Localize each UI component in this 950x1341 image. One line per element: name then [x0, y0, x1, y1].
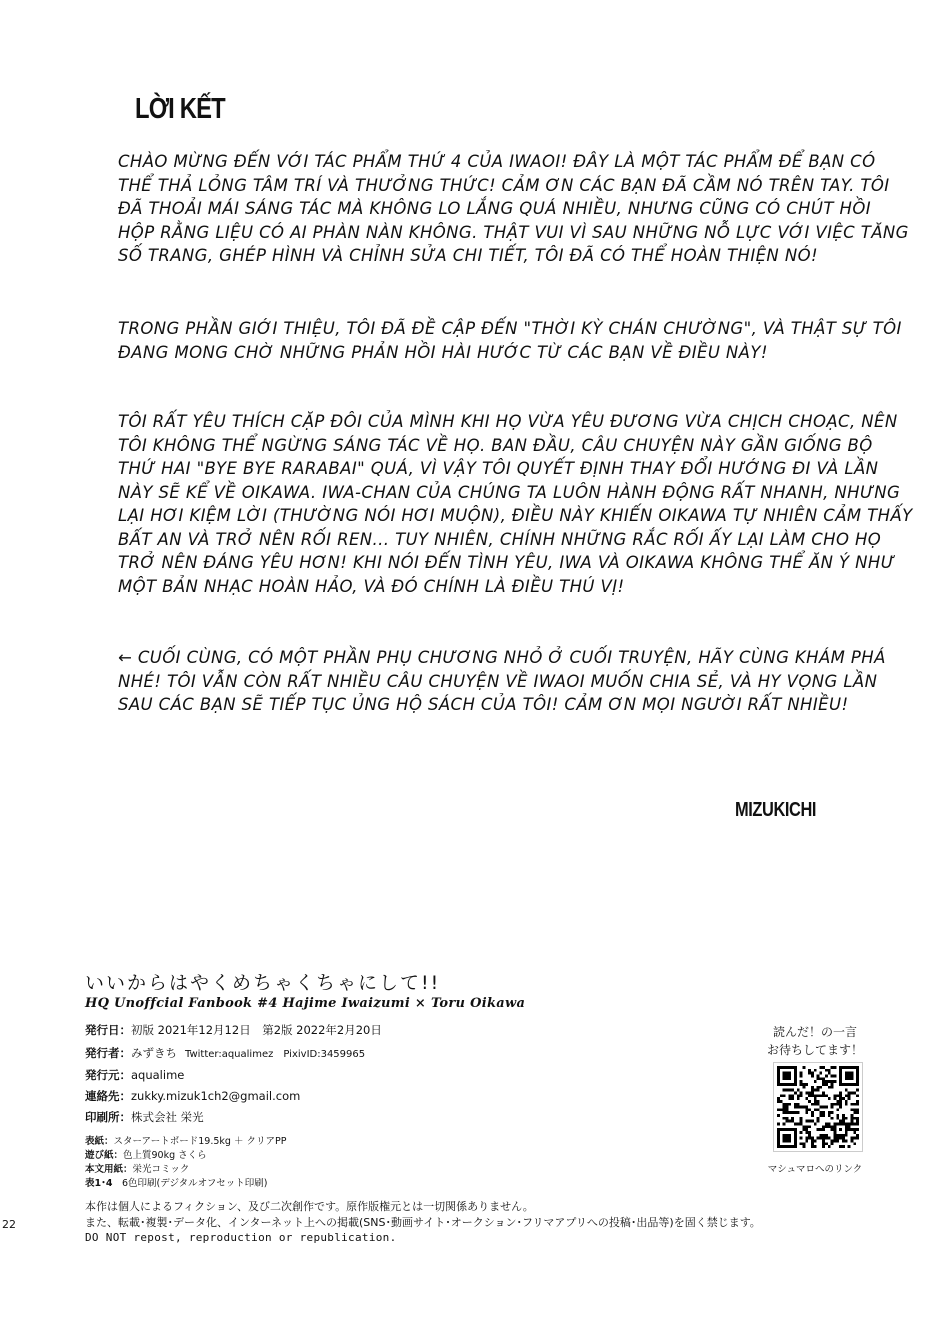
text-line: SỐ TRANG, GHÉP HÌNH VÀ CHỈNH SỬA CHI TIẾT, TÔI ĐÃ CÓ THỂ HOÀN THIỆN NÓ! [118, 246, 818, 265]
paragraph-2 [118, 317, 902, 364]
text-line: BẤT AN VÀ TRỞ NÊN RỐI REN... TUY NHIÊN, CHÍNH NHỮNG RẮC RỐI ẤY LẠI LÀM CHO HỌ [118, 529, 882, 549]
page-title: LỜI KẾT [135, 93, 225, 125]
paragraph-4 [118, 646, 888, 717]
issue-date-value: 初版 2021年12月12日 第2版 2022年2月20日 [131, 1023, 382, 1037]
marshmallow-link-caption[interactable]: マシュマロへのリンク [767, 1164, 863, 1175]
text-line: LẠI HƠI KIỆM LỜI (THƯỜNG NÓI HƠI MUỘN), ĐIỀU NÀY KHIẾN OIKAWA TỰ NHIÊN CẢM THẤY [118, 506, 913, 525]
text-line: THỂ THẢ LỎNG TÂM TRÍ VÀ THƯỞNG THỨC! CẢM ƠN CÁC BẠN ĐÃ CẦM NÓ TRÊN TAY. TÔI [118, 175, 890, 195]
spec-row [85, 1161, 189, 1175]
source-label: 発行元： [85, 1068, 131, 1082]
text-line: ĐÃ THOẢI MÁI SÁNG TÁC MÀ KHÔNG LO LẮNG QUÁ NHIỀU, NHƯNG CŨNG CÓ CHÚT HỒI [118, 199, 871, 218]
publisher-value: みずきち [131, 1046, 177, 1060]
printer-label: 印刷所： [85, 1110, 131, 1124]
text-line: NÀY SẼ KỂ VỀ OIKAWA. IWA-CHAN CỦA CHÚNG TA LUÔN HÀNH ĐỘNG RẤT NHANH, NHƯNG [118, 482, 901, 502]
issue-date-label: 発行日： [85, 1023, 131, 1037]
spec-row [85, 1133, 286, 1147]
pixiv-id: PixivID:3459965 [283, 1049, 366, 1060]
twitter-handle: Twitter:aqualimez [185, 1049, 274, 1060]
spec-label: 遊び紙： [85, 1150, 124, 1161]
legal-notice-1: 本作は個人によるフィクション、及び二次創作です。原作版権元とは一切関係ありません。 [85, 1200, 534, 1213]
legal-notice-3: DO NOT repost, reproduction or republication. [85, 1231, 397, 1244]
text-line: ← CUỐI CÙNG, CÓ MỘT PHẦN PHỤ CHƯƠNG NHỎ Ở CUỐI TRUYỆN, HÃY CÙNG KHÁM PHÁ [118, 648, 886, 667]
page-number: 22 [2, 1218, 16, 1231]
source-value: aqualime [131, 1068, 185, 1082]
spec-label: 本文用紙： [85, 1164, 133, 1175]
marshmallow-line-2: お待ちしてます！ [766, 1043, 863, 1057]
contact-row [85, 1088, 300, 1104]
text-line: TÔI RẤT YÊU THÍCH CẶP ĐÔI CỦA MÌNH KHI HỌ VỪA YÊU ĐƯƠNG VỪA CHỊCH CHOẠC, NÊN [118, 412, 898, 431]
spec-row [85, 1147, 207, 1161]
spec-value: 色上質90kg さくら [123, 1150, 207, 1161]
book-subtitle: HQ Unoffcial Fanbook #4 Hajime Iwaizumi × Toru Oikawa [85, 996, 526, 1011]
text-line: TÔI KHÔNG THỂ NGỪNG SÁNG TÁC VỀ HỌ. BAN ĐẦU, CÂU CHUYỆN NÀY GẦN GIỐNG BỘ [118, 435, 873, 455]
paragraph-3 [118, 410, 913, 598]
contact-email: zukky.mizuk1ch2@gmail.com [131, 1089, 301, 1103]
text-line: CHÀO MỪNG ĐẾN VỚI TÁC PHẨM THỨ 4 CỦA IWAOI! ĐÂY LÀ MỘT TÁC PHẨM ĐỂ BẠN CÓ [118, 152, 876, 171]
text-line: SAU CÁC BẠN SẼ TIẾP TỤC ỦNG HỘ SÁCH CỦA TÔI! CẢM ƠN MỌI NGƯỜI RẤT NHIỀU! [118, 695, 849, 714]
spec-label: 表紙： [85, 1136, 114, 1147]
text-line: THỨ HAI "BYE BYE RARABAI" QUÁ, VÌ VẬY TÔI QUYẾT ĐỊNH THAY ĐỔI HƯỚNG ĐI VÀ LẦN [118, 459, 879, 478]
spec-value: 6色印刷(デジタルオフセット印刷) [121, 1178, 268, 1189]
spec-value: スターアートボード19.5kg ＋ クリアPP [113, 1136, 287, 1147]
text-line: MỘT BẢN NHẠC HOÀN HẢO, VÀ ĐÓ CHÍNH LÀ ĐIỀU THÚ VỊ! [118, 576, 625, 596]
printer-value: 株式会社 栄光 [131, 1110, 204, 1124]
spec-value: 栄光コミック [132, 1164, 190, 1175]
text-line: NHÉ! TÔI VẪN CÒN RẤT NHIỀU CÂU CHUYỆN VỀ IWAOI MUỐN CHIA SẺ, VÀ HY VỌNG LẦN [118, 671, 878, 691]
spec-row [85, 1175, 268, 1189]
publisher-label: 発行者： [85, 1046, 131, 1060]
text-line: TRONG PHẦN GIỚI THIỆU, TÔI ĐÃ ĐỀ CẬP ĐẾN "THỜI KỲ CHÁN CHƯỜNG", VÀ THẬT SỰ TÔI [118, 319, 902, 338]
contact-label: 連絡先： [85, 1089, 131, 1103]
paragraph-1 [118, 150, 909, 268]
qr-code-icon[interactable] [774, 1063, 862, 1151]
text-line: TRỞ NÊN ĐÁNG YÊU HƠN! KHI NÓI ĐẾN TÌNH YÊU, IWA VÀ OIKAWA KHÔNG THỂ ĂN Ý NHƯ [118, 553, 895, 572]
printer-row [85, 1109, 204, 1125]
marshmallow-line-1: 読んだ！の一言 [772, 1025, 857, 1039]
text-line: ĐANG MONG CHỜ NHỮNG PHẢN HỒI HÀI HƯỚC TỪ CÁC BẠN VỀ ĐIỀU NÀY! [118, 342, 768, 362]
text-line: HỘP RẰNG LIỆU CÓ AI PHÀN NÀN KHÔNG. THẬT VUI VÌ SAU NHỮNG NỖ LỰC VỚI VIỆC TĂNG [118, 222, 909, 242]
book-title: いいからはやくめちゃくちゃにして!! [85, 972, 441, 994]
legal-notice-2: また、転載･複製･データ化、インターネット上への掲載(SNS･動画サイト･オークション･フリマアプリへの投稿･出品等)を固く禁じます。 [85, 1216, 761, 1229]
author-signature: MIZUKICHI [735, 799, 817, 821]
issue-date-row [85, 1022, 382, 1038]
publisher-row [85, 1045, 365, 1061]
spec-label: 表1･4 [85, 1178, 122, 1189]
source-row [85, 1067, 184, 1083]
